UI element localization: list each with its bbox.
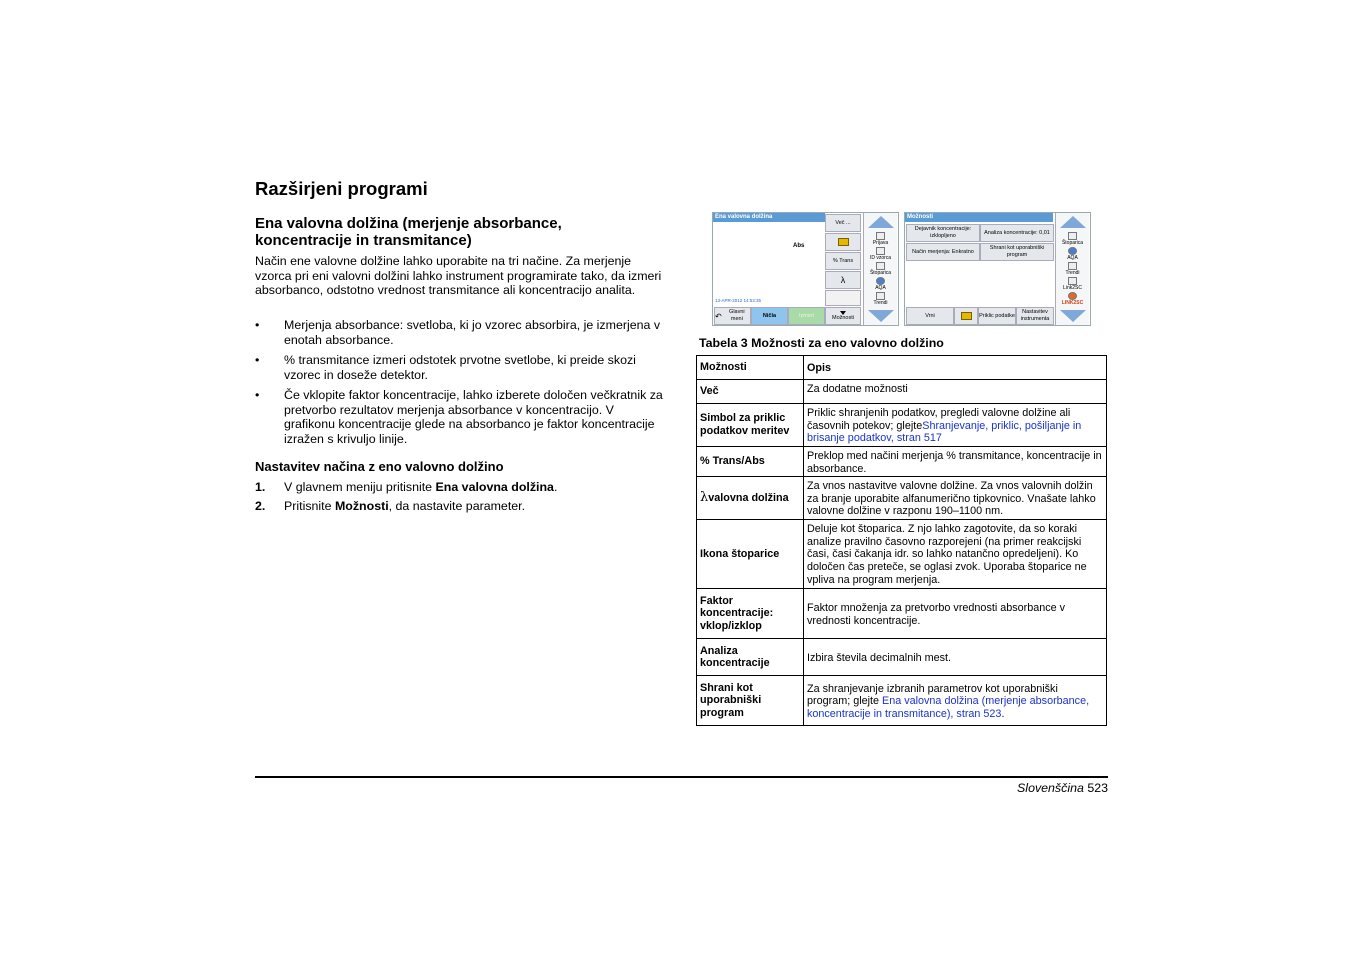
option-cell: % Trans/Abs — [697, 447, 804, 477]
aqa-icon — [876, 277, 885, 285]
step-text: Pritisnite Možnosti, da nastavite parameter. — [284, 499, 526, 513]
screen-title: Možnosti — [905, 213, 1053, 222]
bullet-dot: • — [255, 388, 260, 402]
screenshot-options — [904, 212, 1091, 326]
header-description: Opis — [804, 356, 1107, 380]
timer-icon — [876, 262, 885, 270]
save-user-program-button[interactable]: Shrani kot uporabniški program — [980, 243, 1054, 261]
disabled-button — [825, 290, 861, 306]
table-row — [697, 477, 1107, 520]
nav-timer[interactable]: Štoparica — [865, 262, 896, 276]
options-table — [696, 355, 1107, 726]
header-options: Možnosti — [697, 356, 804, 380]
option-cell: Več — [697, 380, 804, 404]
nav-aqa[interactable]: AQA — [865, 277, 896, 291]
main-menu-button[interactable]: ↶ Glavni meni — [714, 307, 751, 325]
description-cell: Izbira števila decimalnih mest. — [804, 639, 1107, 676]
trans-abs-button[interactable]: % Trans — [825, 252, 861, 270]
nav-trends[interactable]: Trendi — [1057, 262, 1088, 276]
option-cell: Simbol za priklic podatkov meritev — [697, 404, 804, 447]
return-button[interactable]: Vrni — [906, 307, 954, 325]
instrument-setup-button[interactable]: Nastavitev instrumenta — [1016, 307, 1054, 325]
bullet-text: Če vklopite faktor koncentracije, lahko izberete določen večkratnik za pretvorbo rezultatov merjenja absorbance v koncentracijo. V grafikonu koncentracije glede na absorbanco je faktor koncentracije izražen s krivuljo linije. — [284, 388, 663, 446]
nav-login[interactable]: Prijava — [865, 232, 896, 246]
option-cell: λvalovna dolžina — [697, 477, 804, 520]
intro-paragraph: Način ene valovne dolžine lahko uporabite na tri načine. Za merjenje vzorca pri eni valovni dolžini lahko instrument programirate tako, da izmeri absorbanco, odstotno vrednost transmitance ali koncentracijo analita. — [255, 254, 662, 298]
link2sc-logo-icon — [1068, 292, 1077, 300]
concentration-factor-button[interactable]: Dejavnik koncentracije: izklopljeno — [906, 224, 980, 242]
subsection-title: Ena valovna dolžina (merjenje absorbance, koncentracije in transmitance) — [255, 215, 562, 249]
options-button[interactable]: Možnosti — [825, 307, 861, 325]
step-number: 1. — [255, 480, 266, 494]
description-cell: Priklic shranjenih podatkov, pregledi valovne dolžine ali časovnih potekov; glejteShranjevanje, priklic, pošiljanje in brisanje podatkov, stran 517 — [804, 404, 1107, 447]
concentration-resolution-button[interactable]: Analiza koncentracije: 0,01 — [980, 224, 1054, 242]
back-arrow-icon: ↶ — [715, 311, 722, 321]
description-cell: Faktor množenja za pretvorbo vrednosti absorbance v vrednosti koncentracije. — [804, 589, 1107, 639]
aqa-icon — [1068, 247, 1077, 255]
nav-sample-id[interactable]: ID vzorca — [865, 247, 896, 261]
footer-language: Slovenščina — [1017, 781, 1084, 795]
table-row — [697, 404, 1107, 447]
measurement-mode-button[interactable]: Način merjenja: Enkratno — [906, 243, 980, 261]
table-caption: Tabela 3 Možnosti za eno valovno dolžino — [699, 336, 944, 350]
scroll-up-icon[interactable] — [1060, 216, 1086, 228]
link-icon — [1068, 277, 1077, 285]
option-cell: Analiza koncentracije — [697, 639, 804, 676]
cross-reference-link[interactable]: Ena valovna dolžina (merjenje absorbance, koncentracije in transmitance), stran 523 — [807, 695, 1090, 720]
recall-data-icon-button[interactable] — [954, 307, 978, 325]
page-footer — [1017, 781, 1108, 795]
table-header-row — [697, 356, 1107, 380]
step-text: V glavnem meniju pritisnite Ena valovna dolžina. — [284, 480, 558, 494]
recall-data-button[interactable]: Priklic podatke — [978, 307, 1016, 325]
wavelength-button[interactable]: λ — [825, 271, 861, 289]
cross-reference-link[interactable]: Shranjevanje, priklic, pošiljanje in brisanje podatkov, stran 517 — [807, 419, 1082, 445]
description-cell: Preklop med načini merjenja % transmitance, koncentracije in absorbance. — [804, 447, 1107, 477]
option-cell: Faktor koncentracije: vklop/izklop — [697, 589, 804, 639]
scroll-down-icon[interactable] — [868, 310, 894, 322]
sample-icon — [876, 247, 885, 255]
zero-button[interactable]: Ničla — [751, 307, 788, 325]
nav-link2sc[interactable]: Link2SC — [1057, 277, 1088, 291]
footer-rule — [255, 776, 1108, 778]
lambda-icon: λ — [700, 489, 709, 505]
table-row — [697, 380, 1107, 404]
bullet-dot: • — [255, 353, 260, 367]
procedure-title: Nastavitev načina z eno valovno dolžino — [255, 459, 504, 474]
screenshot-single-wavelength — [712, 212, 899, 326]
page-number: 523 — [1087, 781, 1108, 795]
scroll-up-icon[interactable] — [868, 216, 894, 228]
nav-timer[interactable]: Štoparica — [1057, 232, 1088, 246]
step-number: 2. — [255, 499, 266, 513]
chart-icon — [876, 292, 885, 300]
option-cell: Shrani kot uporabniški program — [697, 676, 804, 726]
bullet-text: Merjenja absorbance: svetloba, ki jo vzorec absorbira, je izmerjena v enotah absorbance. — [284, 318, 661, 347]
more-button[interactable]: Več ... — [825, 214, 861, 232]
table-row — [697, 520, 1107, 589]
recall-data-button[interactable] — [825, 233, 861, 251]
description-cell: Deluje kot štoparica. Z njo lahko zagotovite, da so koraki analize pravilno časovno razporejeni (na primer reakcijski časi, časi čakanja idr. so lahko natančno opredeljeni). Ko določen čas preteče, se oglasi zvok. Uporaba štoparice ne vpliva na program merjenja. — [804, 520, 1107, 589]
description-cell: Za dodatne možnosti — [804, 380, 1107, 404]
reading-unit: Abs — [793, 243, 805, 249]
section-title: Razširjeni programi — [255, 178, 428, 199]
screen-title: Ena valovna dolžina — [713, 213, 825, 222]
folder-icon — [838, 238, 849, 246]
screen-nav-panel — [863, 213, 897, 325]
timer-icon — [1068, 232, 1077, 240]
bullet-dot: • — [255, 318, 260, 332]
timestamp: 13-APR-2012 14:53:35 — [715, 298, 762, 303]
table-row — [697, 589, 1107, 639]
measure-button[interactable]: Izmeri — [788, 307, 825, 325]
description-cell: Za shranjevanje izbranih parametrov kot uporabniški program; glejte Ena valovna dolžina (merjenje absorbance, koncentracije in transmitance), stran 523. — [804, 676, 1107, 726]
scroll-down-icon[interactable] — [1060, 310, 1086, 322]
key-icon — [876, 232, 885, 240]
table-row — [697, 447, 1107, 477]
option-cell: Ikona štoparice — [697, 520, 804, 589]
table-row — [697, 639, 1107, 676]
folder-icon — [961, 312, 972, 320]
screen-nav-panel — [1055, 213, 1089, 325]
table-row — [697, 676, 1107, 726]
bullet-text: % transmitance izmeri odstotek prvotne svetlobe, ki preide skozi vzorec in doseže detektor. — [284, 353, 636, 382]
nav-aqa[interactable]: AQA — [1057, 247, 1088, 261]
nav-trends[interactable]: Trendi — [865, 292, 896, 306]
chart-icon — [1068, 262, 1077, 270]
description-cell: Za vnos nastavitve valovne dolžine. Za vnos valovnih dolžin za branje uporabite alfanumerično tipkovnico. Vnašate lahko valovne dolžine v razponu 190–1100 nm. — [804, 477, 1107, 520]
nav-link2sc-logo[interactable]: LINK2SC — [1057, 292, 1088, 306]
